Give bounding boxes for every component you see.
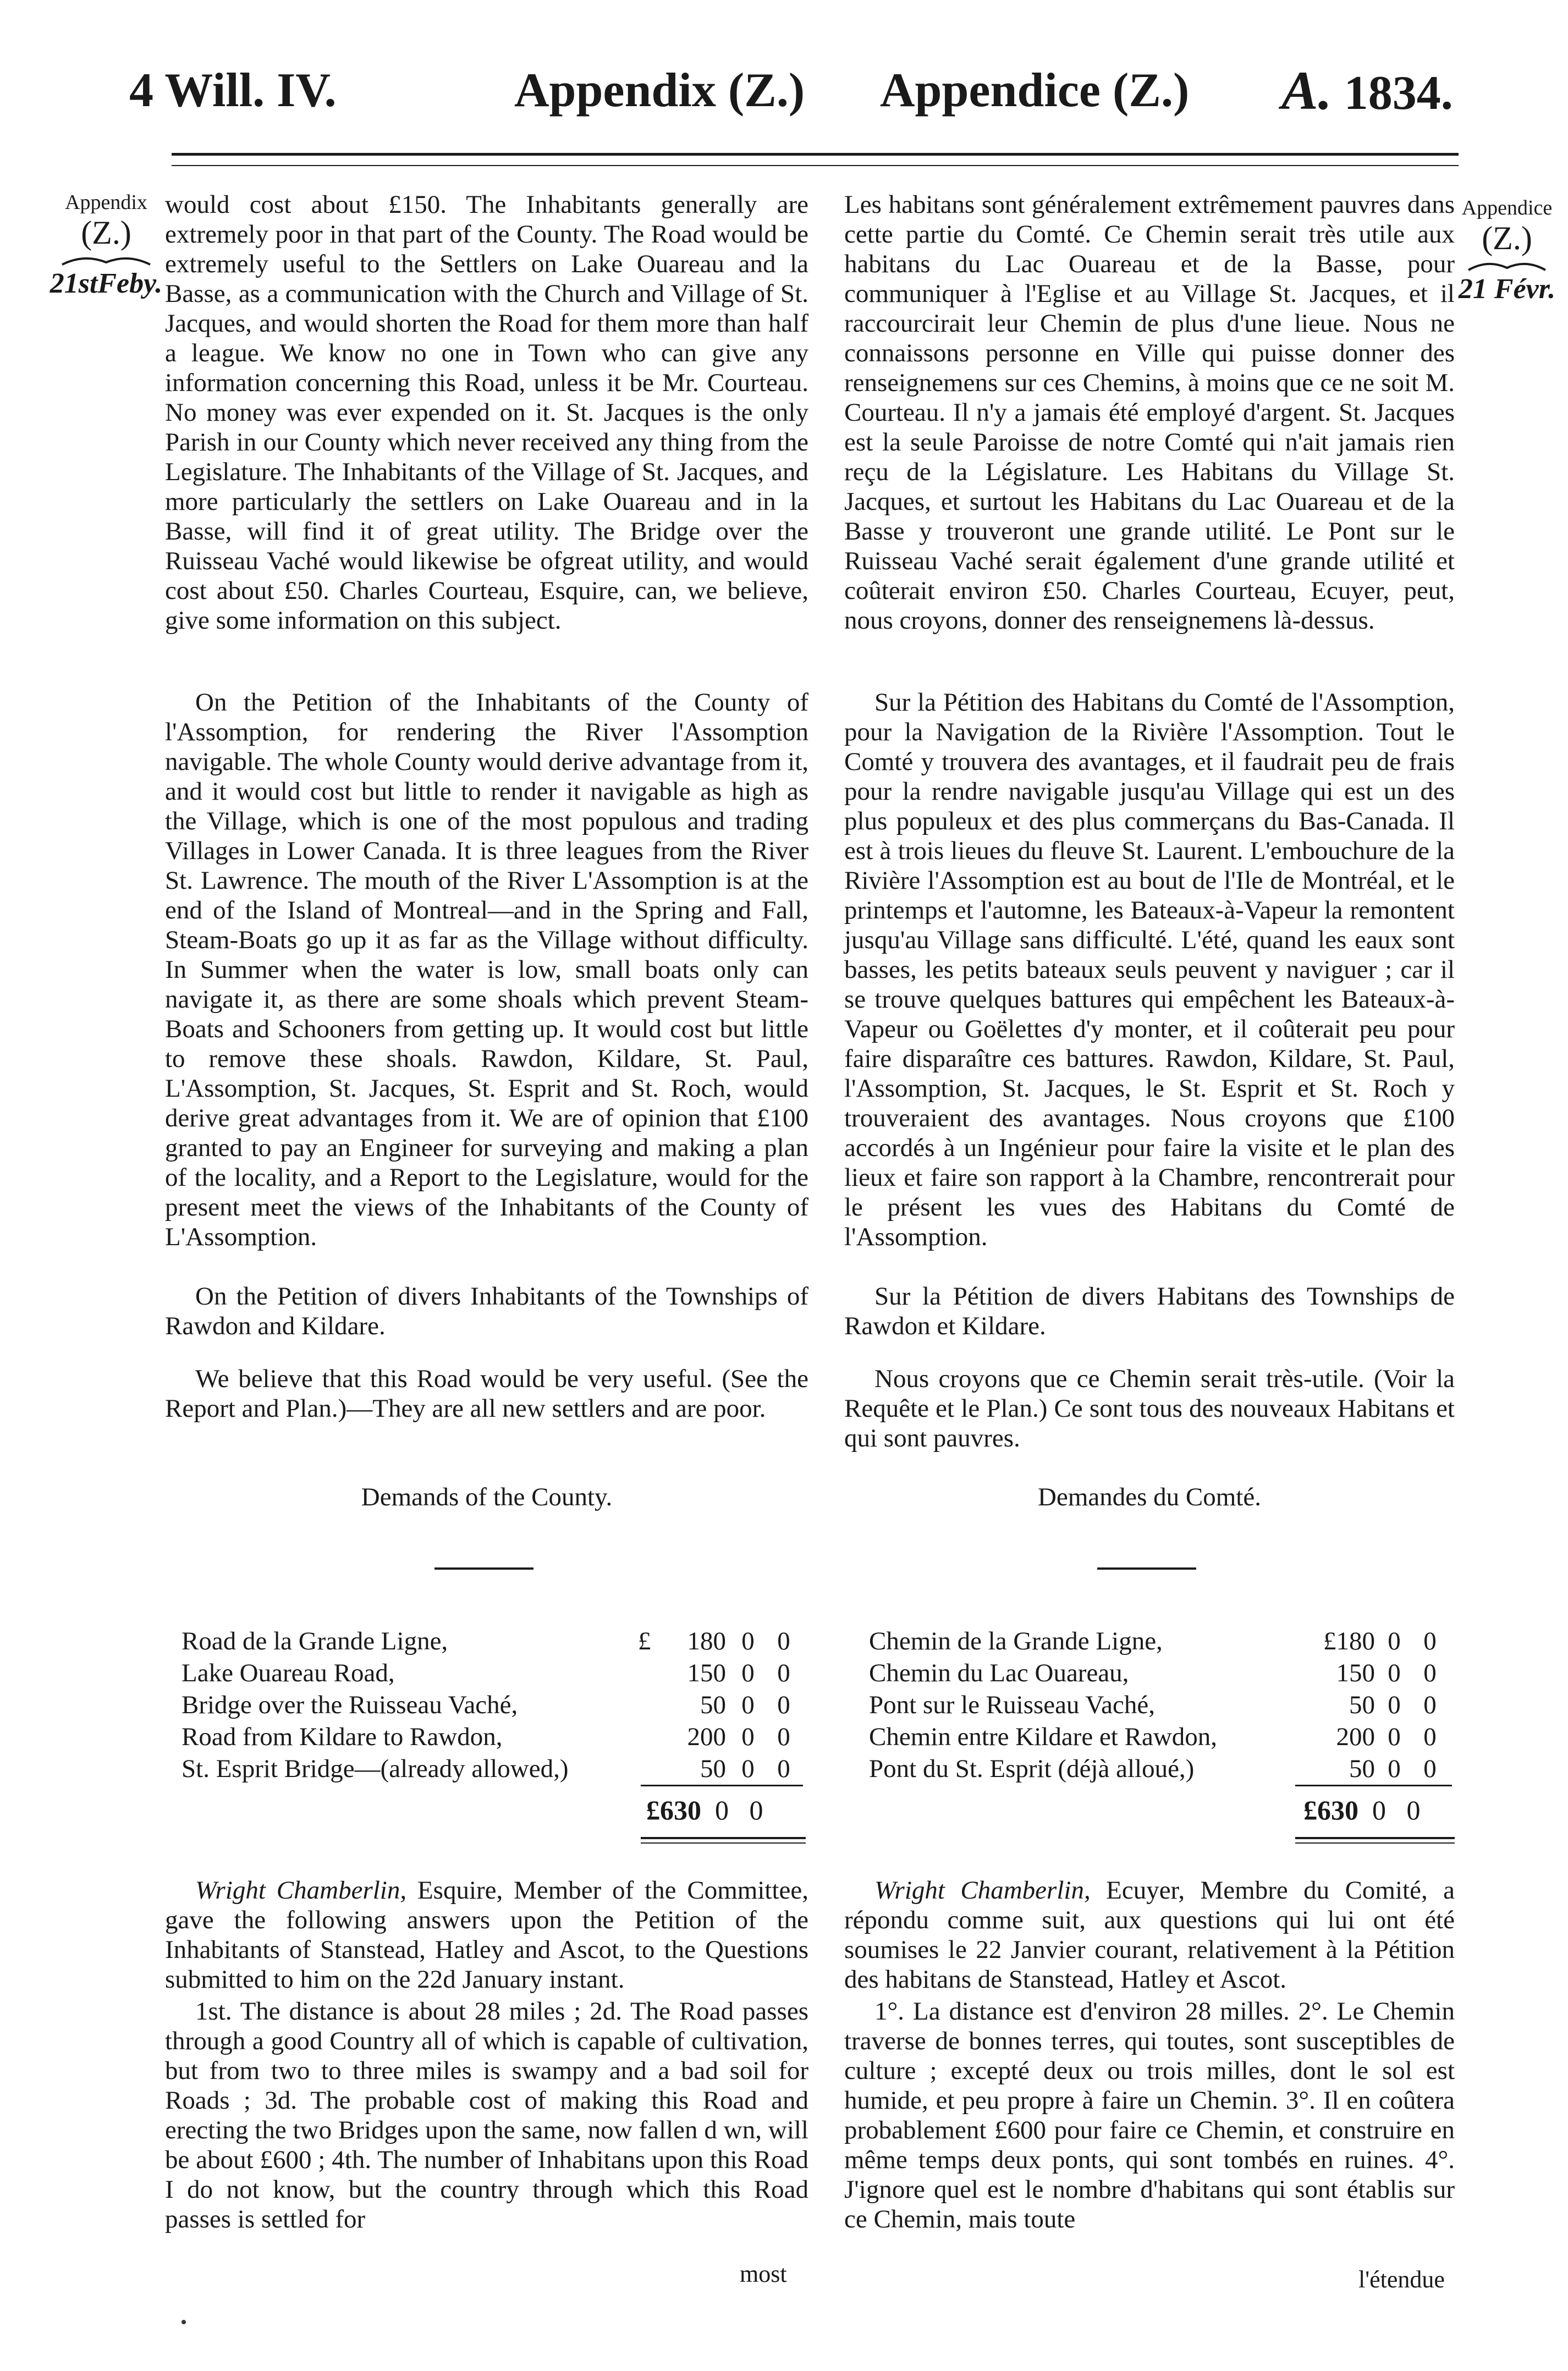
row-label: Pont du St. Esprit (déjà alloué,) <box>869 1754 1195 1783</box>
row-amount: 50 <box>700 1691 726 1719</box>
header-year <box>1281 60 1453 121</box>
margin-label: Appendix <box>65 191 147 214</box>
fr-committee-member-name: Wright Chamberlin, <box>874 1876 1091 1905</box>
row-label: St. Esprit Bridge—(already allowed,) <box>181 1754 569 1783</box>
margin-letter: (Z.) <box>81 214 131 251</box>
row-amount: 150 <box>1336 1659 1375 1687</box>
row-pence: 0 <box>777 1754 790 1783</box>
fr-p4-text: Nous croyons que ce Chemin serait très-utile. (Voir la Requête et le Plan.) Ce sont tous des nouveaux Habitans et qui sont pauvres. <box>844 1365 1455 1453</box>
header-regnal-year: 4 Will. IV. <box>129 64 337 117</box>
margin-date: 21stFeby. <box>49 268 163 299</box>
fr-paragraph-6 <box>844 1996 1455 2234</box>
table-row <box>869 1657 1452 1689</box>
row-pence: 0 <box>1423 1659 1437 1687</box>
row-shillings: 0 <box>741 1691 755 1719</box>
row-pence: 0 <box>777 1659 790 1687</box>
en-paragraph-4 <box>165 1364 808 1423</box>
ink-speck <box>181 2320 186 2324</box>
row-shillings: 0 <box>741 1754 755 1783</box>
en-p6-text: 1st. The distance is about 28 miles ; 2d. The Road passes through a good Country all of which is capable of cultivation, but from two to three miles is swampy and a bad soil for Roads ; 3d. The probable cost of making this Road and erecting the two Bridges upon the same, now fallen d wn, will be about £600 ; 4th. The number of Inhabitans upon this Road I do not know, but the country through which this Road passes is settled for <box>165 1997 808 2234</box>
fr-total <box>1303 1794 1427 1826</box>
total-amount: £630 <box>1303 1795 1358 1825</box>
en-p4-text: We believe that this Road would be very useful. (See the Report and Plan.)—They are all new settlers and are poor. <box>165 1365 808 1423</box>
table-row <box>181 1753 797 1785</box>
header-rule-thick <box>172 153 1459 156</box>
header-rule-thin <box>172 165 1459 166</box>
table-row <box>181 1625 797 1657</box>
en-p1-text: would cost about £150. The Inhabitants generally are extremely poor in that part of the County. The Road would be extremely useful to the Settlers on Lake Ouareau and la Basse, as a communication with the Church and Village of St. Jacques, and would shorten the Road for them more than half a league. We know no one in Town who can give any information concerning this Road, unless it be Mr. Courteau. No money was ever expended on it. St. Jacques is the only Parish in our County which never received any thing from the Legislature. The Inhabitants of the Village of St. Jacques, and more particularly the settlers on Lake Ouareau and in la Basse, will find it of great utility. The Bridge over the Ruisseau Vaché would likewise be ofgreat utility, and would cost about £50. Charles Courteau, Esquire, can, we believe, give some information on this subject. <box>165 190 808 635</box>
row-shillings: 0 <box>1388 1691 1401 1719</box>
row-label: Road de la Grande Ligne, <box>181 1627 448 1655</box>
fr-p2-text: Sur la Pétition des Habitans du Comté de l'Assomption, pour la Navigation de la Rivière l'Assomption. Tout le Comté y trouvera des avantages, et il faudrait peu de frais pour la rendre navigable jusqu'au Village qui est un des plus populeux et des plus commerçans du Bas-Canada. Il est à trois lieues du fleuve St. Laurent. L'embouchure de la Rivière l'Assomption est au bout de l'Ile de Montréal, et le printemps et l'automne, les Bateaux-à-Vapeur la remontent jusqu'au Village sans difficulté. L'été, quand les eaux sont basses, les petits bateaux seuls peuvent y naviguer ; car il se trouve quelques battures qui empêchent les Bateaux-à-Vapeur ou Goëlettes d'y monter, et il coûterait peu pour faire disparaître ces battures. Rawdon, Kildare, St. Paul, l'Assomption, St. Jacques, le St. Esprit et St. Roch y trouveraient des avantages. Nous croyons que £100 accordés à un Ingénieur pour faire la visite et le plan des lieux et faire son rapport à la Chambre, rencontrerait pour le présent les vues des Habitans du Comté de l'Assomption. <box>844 688 1455 1251</box>
table-row <box>181 1657 797 1689</box>
brace-ornament-icon <box>1466 258 1548 274</box>
currency-sign: £ <box>638 1627 651 1655</box>
en-catchword: most <box>740 2260 787 2287</box>
margin-letter: (Z.) <box>1482 220 1532 256</box>
en-paragraph-6 <box>165 1996 808 2234</box>
margin-note-left <box>43 190 169 299</box>
table-row <box>869 1753 1452 1785</box>
margin-note-right <box>1452 195 1562 305</box>
row-pence: 0 <box>777 1691 790 1719</box>
en-total <box>646 1794 770 1826</box>
row-label: Pont sur le Ruisseau Vaché, <box>869 1691 1155 1719</box>
fr-paragraph-4 <box>844 1364 1455 1453</box>
header-year-number: 1834. <box>1344 67 1453 120</box>
row-amount: 180 <box>687 1627 726 1655</box>
fr-demands-title <box>844 1482 1455 1512</box>
row-amount: £180 <box>1323 1627 1375 1655</box>
en-paragraph-2 <box>165 687 808 1252</box>
table-row <box>181 1689 797 1721</box>
fr-catchword: l'étendue <box>1358 2266 1445 2293</box>
row-shillings: 0 <box>1388 1659 1401 1687</box>
fr-total-double-rule-thin <box>1295 1842 1455 1844</box>
header-year-letter: A. <box>1281 60 1332 121</box>
en-total-double-rule <box>641 1837 806 1839</box>
en-demands-title <box>165 1482 808 1512</box>
total-pence: 0 <box>1406 1795 1421 1825</box>
row-pence: 0 <box>777 1723 790 1751</box>
row-shillings: 0 <box>741 1723 755 1751</box>
en-paragraph-3 <box>165 1281 808 1341</box>
total-pence: 0 <box>749 1795 763 1825</box>
en-committee-member-name: Wright Chamberlin, <box>195 1876 407 1905</box>
header-appendix-fr: Appendice (Z.) <box>880 64 1190 117</box>
en-total-rule <box>641 1785 803 1786</box>
table-row <box>869 1689 1452 1721</box>
fr-p6-text: 1°. La distance est d'environ 28 milles. 2°. Le Chemin traverse de bonnes terres, qui toutes, sont susceptibles de culture ; excepté deux ou trois milles, dont le sol est humide, et peu propre à faire un Chemin. 3°. Il en coûtera probablement £600 pour faire ce Chemin, et construire en même temps deux ponts, qui sont tombés en ruines. 4°. J'ignore quel est le nombre d'habitans qui sont établis sur ce Chemin, mais toute <box>844 1997 1455 2234</box>
table-row <box>869 1721 1452 1753</box>
row-label: Bridge over the Ruisseau Vaché, <box>181 1691 518 1719</box>
row-label: Road from Kildare to Rawdon, <box>181 1723 503 1751</box>
en-paragraph-5 <box>165 1875 808 1994</box>
row-label: Lake Ouareau Road, <box>181 1659 395 1687</box>
row-amount: 200 <box>687 1723 726 1751</box>
table-row <box>869 1625 1452 1657</box>
row-pence: 0 <box>777 1627 790 1655</box>
row-amount: 200 <box>1336 1723 1375 1751</box>
fr-p5-text: Ecuyer, Membre du Comité, a répondu comme suit, aux questions qui lui ont été soumises le 22 Janvier courant, relativement à la Pétition des habitans de Stanstead, Hatley et Ascot. <box>844 1876 1455 1994</box>
row-amount: 150 <box>687 1659 726 1687</box>
table-row <box>181 1721 797 1753</box>
total-shillings: 0 <box>715 1795 729 1825</box>
en-paragraph-1 <box>165 190 808 635</box>
en-p5-text: Esquire, Member of the Committee, gave the following answers upon the Petition of the Inhabitants of Stanstead, Hatley and Ascot, to the Questions submitted to him on the 22d January instant. <box>165 1876 808 1994</box>
fr-p3-text: Sur la Pétition de divers Habitans des Townships de Rawdon et Kildare. <box>844 1282 1455 1340</box>
en-p2-text: On the Petition of the Inhabitants of the County of l'Assomption, for rendering the River l'Assomption navigable. The whole County would derive advantage from it, and it would cost but little to render it navigable as high as the Village, which is one of the most populous and trading Villages in Lower Canada. It is three leagues from the River St. Lawrence. The mouth of the River L'Assomption is at the end of the Island of Montreal—and in the Spring and Fall, Steam-Boats go up it as far as the Village without difficulty. In Summer when the water is low, small boats only can navigate it, as there are some shoals which prevent Steam-Boats and Schooners from getting up. It would cost but little to remove these shoals. Rawdon, Kildare, St. Paul, L'Assomption, St. Jacques, St. Esprit and St. Roch, would derive great advantages from it. We are of opinion that £100 granted to pay an Engineer for surveying and making a plan of the locality, and a Report to the Legislature, would for the present meet the views of the Inhabitants of the County of L'Assomption. <box>165 688 808 1251</box>
row-amount: 50 <box>700 1754 726 1783</box>
row-pence: 0 <box>1423 1627 1437 1655</box>
row-label: Chemin du Lac Ouareau, <box>869 1659 1129 1687</box>
total-shillings: 0 <box>1372 1795 1386 1825</box>
fr-demands-table <box>869 1625 1452 1785</box>
row-pence: 0 <box>1423 1691 1437 1719</box>
row-shillings: 0 <box>741 1627 755 1655</box>
header-appendix-en: Appendix (Z.) <box>514 64 805 117</box>
en-p3-text: On the Petition of divers Inhabitants of the Townships of Rawdon and Kildare. <box>165 1282 808 1340</box>
row-pence: 0 <box>1423 1723 1437 1751</box>
en-total-double-rule-thin <box>641 1842 806 1844</box>
fr-paragraph-2 <box>844 687 1455 1252</box>
row-pence: 0 <box>1423 1754 1437 1783</box>
fr-demands-title-text: Demandes du Comté. <box>1038 1483 1261 1511</box>
fr-paragraph-3 <box>844 1281 1455 1341</box>
fr-paragraph-1 <box>844 190 1455 635</box>
row-amount: 50 <box>1349 1691 1375 1719</box>
row-shillings: 0 <box>1388 1754 1401 1783</box>
fr-total-double-rule <box>1295 1837 1455 1839</box>
en-short-rule <box>434 1567 533 1570</box>
fr-short-rule <box>1097 1567 1196 1570</box>
row-label: Chemin de la Grande Ligne, <box>869 1627 1163 1655</box>
brace-ornament-icon <box>59 252 153 269</box>
total-amount: £630 <box>646 1795 701 1825</box>
fr-p1-text: Les habitans sont généralement extrêmement pauvres dans cette partie du Comté. Ce Chemin serait très utile aux habitans du Lac Ouareau et de la Basse, pour communiquer à l'Eglise et au Village St. Jacques, et il raccourcirait leur Chemin de plus d'une lieue. Nous ne connaissons personne en Ville qui puisse donner des renseignemens sur ces Chemins, à moins que ce ne soit M. Courteau. Il n'y a jamais été employé d'argent. St. Jacques est la seule Paroisse de notre Comté qui n'ait jamais rien reçu de la Législature. Les Habitans du Village St. Jacques, et surtout les Habitans du Lac Ouareau et de la Basse y trouveront une grande utilité. Le Pont sur le Ruisseau Vaché serait également d'une grande utilité et coûterait environ £50. Charles Courteau, Ecuyer, peut, nous croyons, donner des renseignemens là-dessus. <box>844 190 1455 635</box>
en-demands-table <box>181 1625 797 1785</box>
margin-label: Appendice <box>1461 196 1553 219</box>
fr-total-rule <box>1295 1785 1452 1786</box>
row-shillings: 0 <box>1388 1723 1401 1751</box>
row-shillings: 0 <box>1388 1627 1401 1655</box>
row-amount: 50 <box>1349 1754 1375 1783</box>
margin-date: 21 Févr. <box>1458 273 1556 305</box>
row-shillings: 0 <box>741 1659 755 1687</box>
row-label: Chemin entre Kildare et Rawdon, <box>869 1723 1218 1751</box>
en-demands-title-text: Demands of the County. <box>361 1483 613 1511</box>
fr-paragraph-5 <box>844 1875 1455 1994</box>
